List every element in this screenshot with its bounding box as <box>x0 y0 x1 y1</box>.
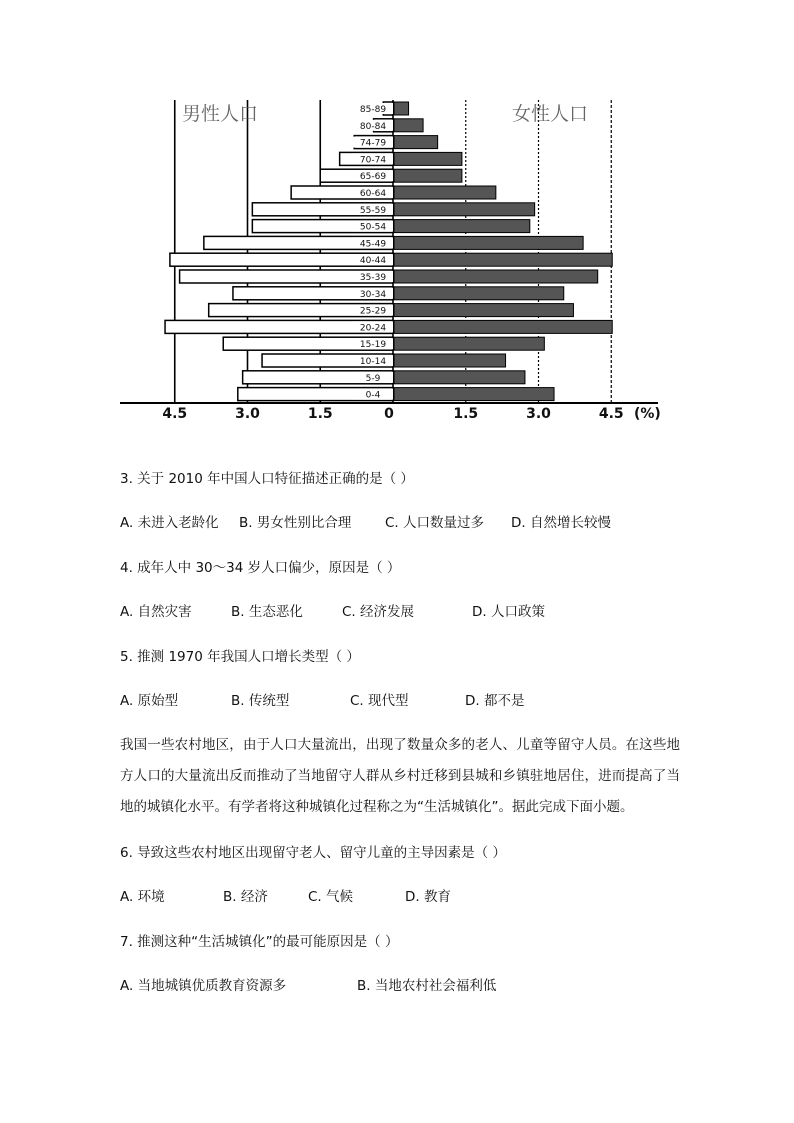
tick-label-right: 4.5 <box>598 406 624 422</box>
female-bar <box>394 203 535 216</box>
q7-option-a[interactable]: A. 当地城镇优质教育资源多 <box>120 978 287 994</box>
population-pyramid-chart <box>110 92 670 432</box>
female-bar <box>394 236 583 249</box>
tick-label-right: 1.5 <box>453 406 479 422</box>
age-label: 35-39 <box>359 273 387 283</box>
q6-option-d[interactable]: D. 教育 <box>405 889 451 905</box>
q4-option-d[interactable]: D. 人口政策 <box>472 604 545 620</box>
age-label: 10-14 <box>359 357 387 367</box>
female-bar <box>394 136 438 149</box>
unit-label: (%) <box>634 406 661 422</box>
q3-option-d[interactable]: D. 自然增长较慢 <box>511 515 611 531</box>
age-label: 15-19 <box>359 340 387 351</box>
female-bar <box>394 388 554 401</box>
question-4-stem: 4. 成年人中 30～34 岁人口偏少，原因是（ ） <box>120 560 401 576</box>
q4-option-b[interactable]: B. 生态恶化 <box>231 604 303 620</box>
tick-label-left: 4.5 <box>162 406 188 422</box>
tick-label-left: 3.0 <box>235 406 260 422</box>
question-3-stem: 3. 关于 2010 年中国人口特征描述正确的是（ ） <box>120 471 414 487</box>
q5-option-a[interactable]: A. 原始型 <box>120 693 179 709</box>
q7-option-b[interactable]: B. 当地农村社会福利低 <box>357 978 497 994</box>
q3-option-b[interactable]: B. 男女性别比合理 <box>239 515 352 531</box>
age-label: 25-29 <box>359 306 387 317</box>
female-bar <box>394 337 544 350</box>
question-7-stem: 7. 推测这种“生活城镇化”的最可能原因是（ ） <box>120 934 399 950</box>
age-label: 5-9 <box>365 373 381 384</box>
q6-option-b[interactable]: B. 经济 <box>223 889 268 905</box>
female-population-label: 女性人口 <box>512 103 589 125</box>
female-bar <box>394 253 612 266</box>
q5-option-b[interactable]: B. 传统型 <box>231 693 290 709</box>
q3-option-a[interactable]: A. 未进入老龄化 <box>120 515 219 531</box>
age-label: 70-74 <box>359 155 387 166</box>
female-bar <box>394 220 530 233</box>
female-bar <box>394 320 612 333</box>
female-bar <box>394 102 409 115</box>
female-bar <box>394 287 564 300</box>
female-bar <box>394 119 423 132</box>
tick-label-right: 3.0 <box>526 406 551 422</box>
tick-label-left: 1.5 <box>307 406 333 422</box>
age-label: 40-44 <box>359 256 387 267</box>
age-label: 55-59 <box>359 205 387 216</box>
age-label: 20-24 <box>359 323 387 334</box>
age-label: 60-64 <box>359 189 387 199</box>
q5-option-c[interactable]: C. 现代型 <box>350 693 409 709</box>
female-bar <box>394 169 462 182</box>
question-6-stem: 6. 导致这些农村地区出现留守老人、留守儿童的主导因素是（ ） <box>120 845 506 861</box>
age-label: 65-69 <box>359 172 387 183</box>
q3-option-c[interactable]: C. 人口数量过多 <box>385 515 485 531</box>
female-bar <box>394 371 525 384</box>
tick-label-left: 0 <box>384 406 394 422</box>
q4-option-c[interactable]: C. 经济发展 <box>342 604 415 620</box>
male-population-label: 男性人口 <box>182 103 259 125</box>
female-bar <box>394 270 598 283</box>
question-5-stem: 5. 推测 1970 年我国人口增长类型（ ） <box>120 649 360 665</box>
female-bar <box>394 152 462 165</box>
q6-option-c[interactable]: C. 气候 <box>308 889 354 905</box>
q4-option-a[interactable]: A. 自然灾害 <box>120 604 192 620</box>
age-label: 0-4 <box>365 390 381 401</box>
female-bar <box>394 186 496 199</box>
q5-option-d[interactable]: D. 都不是 <box>465 693 525 709</box>
age-label: 50-54 <box>359 222 387 233</box>
age-label: 85-89 <box>359 105 387 115</box>
age-label: 30-34 <box>359 289 387 300</box>
age-label: 45-49 <box>359 239 387 250</box>
age-label: 80-84 <box>359 121 387 132</box>
age-label: 74-79 <box>359 138 387 149</box>
x-axis-ticks <box>162 406 623 422</box>
q6-option-a[interactable]: A. 环境 <box>120 889 165 905</box>
female-bar <box>394 304 573 317</box>
female-bar <box>394 354 506 367</box>
reading-passage: 我国一些农村地区，由于人口大量流出，出现了数量众多的老人、儿童等留守人员。在这些地方人口的大量流出反而推动了当地留守人群从乡村迁移到县城和乡镇驻地居住，进而提高了当地的城镇化水平。有学者将这种城镇化过程称之为“生活城镇化”。据此完成下面小题。 <box>120 737 680 815</box>
